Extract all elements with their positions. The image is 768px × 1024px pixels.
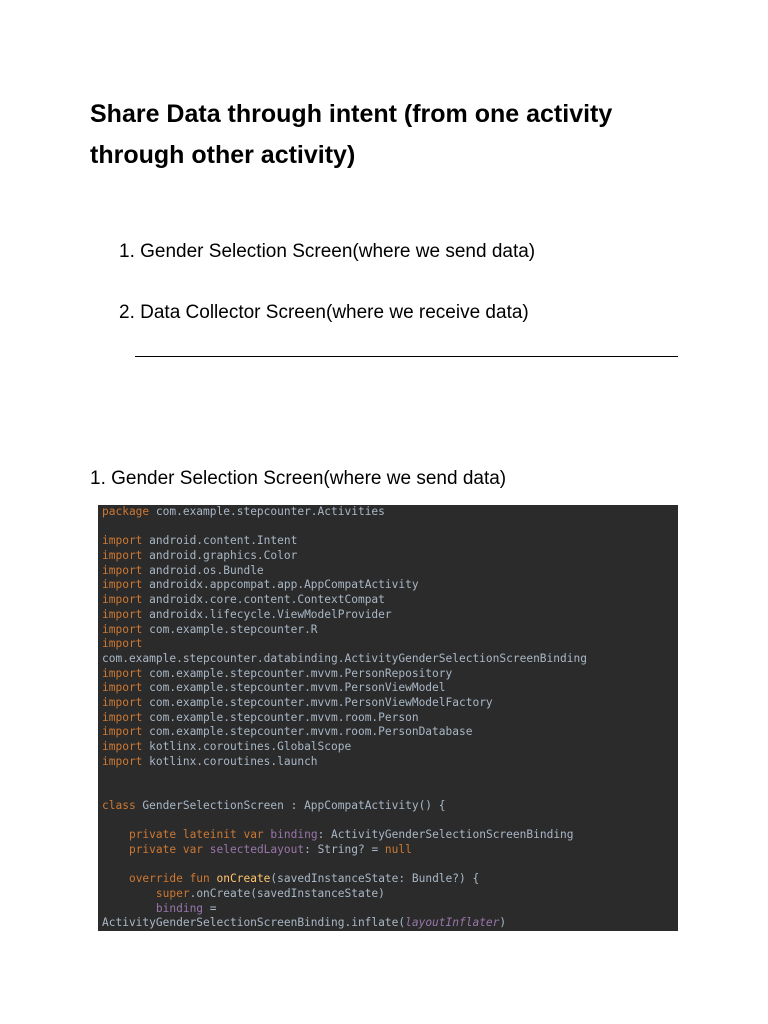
code-token: onCreate <box>216 872 271 886</box>
code-line <box>102 652 678 667</box>
horizontal-divider <box>135 356 678 357</box>
code-line <box>102 520 678 535</box>
code-token: import <box>102 637 143 651</box>
code-line <box>102 608 678 623</box>
code-token: androidx.lifecycle.ViewModelProvider <box>142 607 392 621</box>
code-line <box>102 505 678 520</box>
code-token <box>102 902 156 915</box>
code-token <box>102 828 129 841</box>
code-token: import <box>102 725 143 739</box>
code-line <box>102 725 678 740</box>
code-token: import <box>102 681 143 695</box>
code-line <box>102 828 678 843</box>
code-token: : ActivityGenderSelectionScreenBinding <box>317 828 574 842</box>
code-line <box>102 696 678 711</box>
code-token: (savedInstanceState: Bundle?) { <box>270 872 480 886</box>
code-token: null <box>384 842 412 856</box>
code-token: ) <box>499 916 507 930</box>
code-line <box>102 799 678 814</box>
code-token: import <box>102 563 143 577</box>
code-token: android.graphics.Color <box>142 549 298 563</box>
code-token <box>210 872 217 885</box>
code-token <box>102 843 129 856</box>
code-token <box>102 872 129 885</box>
code-token: import <box>102 754 143 768</box>
code-token: class <box>102 798 136 812</box>
toc-item-gender-selection: 1. Gender Selection Screen(where we send data) <box>119 241 536 262</box>
code-token <box>102 887 156 900</box>
code-token: android.content.Intent <box>142 534 298 548</box>
code-line <box>102 887 678 902</box>
code-token: import <box>102 622 143 636</box>
code-line <box>102 784 678 799</box>
code-token <box>203 843 210 856</box>
code-token: layoutInflater <box>405 916 500 930</box>
code-line <box>102 902 678 917</box>
code-line <box>102 872 678 887</box>
code-token: androidx.core.content.ContextCompat <box>142 593 385 607</box>
code-token: import <box>102 549 143 563</box>
code-token: androidx.appcompat.app.AppCompatActivity <box>142 578 419 592</box>
code-token: import <box>102 695 143 709</box>
code-token: import <box>102 607 143 621</box>
code-token: selectedLayout <box>209 842 305 856</box>
document-title: Share Data through intent (from one activity through other activity) <box>90 100 613 169</box>
code-line <box>102 813 678 828</box>
code-snippet <box>98 505 678 931</box>
toc-item-data-collector: 2. Data Collector Screen(where we receive data) <box>119 302 529 323</box>
code-token: com.example.stepcounter.databinding.ActivityGenderSelectionScreenBinding <box>102 651 587 665</box>
code-line <box>102 549 678 564</box>
code-token: import <box>102 740 143 753</box>
code-line <box>102 534 678 549</box>
code-line <box>102 578 678 593</box>
code-line <box>102 593 678 608</box>
code-line <box>102 623 678 638</box>
code-line <box>102 755 678 770</box>
code-token: import <box>102 534 143 548</box>
code-token: binding <box>270 828 318 842</box>
code-token: = <box>203 901 217 915</box>
code-token: private lateinit var <box>128 828 264 842</box>
code-line <box>102 681 678 696</box>
code-token: import <box>102 578 143 592</box>
code-token: com.example.stepcounter.Activities <box>149 505 385 518</box>
code-token: import <box>102 710 143 724</box>
code-token: com.example.stepcounter.R <box>142 622 318 636</box>
code-token: kotlinx.coroutines.GlobalScope <box>142 740 352 753</box>
code-token: override fun <box>128 872 210 886</box>
code-token: com.example.stepcounter.mvvm.room.PersonDatabase <box>142 725 473 739</box>
code-token: package <box>102 505 150 518</box>
code-token: super <box>155 886 190 900</box>
code-token: import <box>102 593 143 607</box>
code-token: : String? = <box>304 842 385 856</box>
code-line <box>102 667 678 682</box>
code-line <box>102 769 678 784</box>
code-line <box>102 916 678 931</box>
code-line <box>102 637 678 652</box>
code-token: com.example.stepcounter.mvvm.PersonViewModel <box>142 681 446 695</box>
code-line <box>102 740 678 755</box>
code-token: kotlinx.coroutines.launch <box>142 754 318 768</box>
code-token: com.example.stepcounter.mvvm.PersonRepository <box>142 666 453 680</box>
code-token: import <box>102 666 143 680</box>
code-token: android.os.Bundle <box>142 563 264 577</box>
code-token: private var <box>128 842 204 856</box>
code-line <box>102 711 678 726</box>
code-line <box>102 858 678 873</box>
section-heading-gender-selection: 1. Gender Selection Screen(where we send data) <box>90 468 507 489</box>
code-token: ActivityGenderSelectionScreenBinding.inflate( <box>102 916 406 930</box>
code-line <box>102 843 678 858</box>
code-token: com.example.stepcounter.mvvm.room.Person <box>142 710 419 724</box>
code-token: .onCreate(savedInstanceState) <box>189 886 385 900</box>
code-token: com.example.stepcounter.mvvm.PersonViewModelFactory <box>142 695 493 709</box>
code-line <box>102 564 678 579</box>
code-token: binding <box>155 901 204 915</box>
code-token: GenderSelectionScreen : AppCompatActivity() { <box>135 798 446 812</box>
